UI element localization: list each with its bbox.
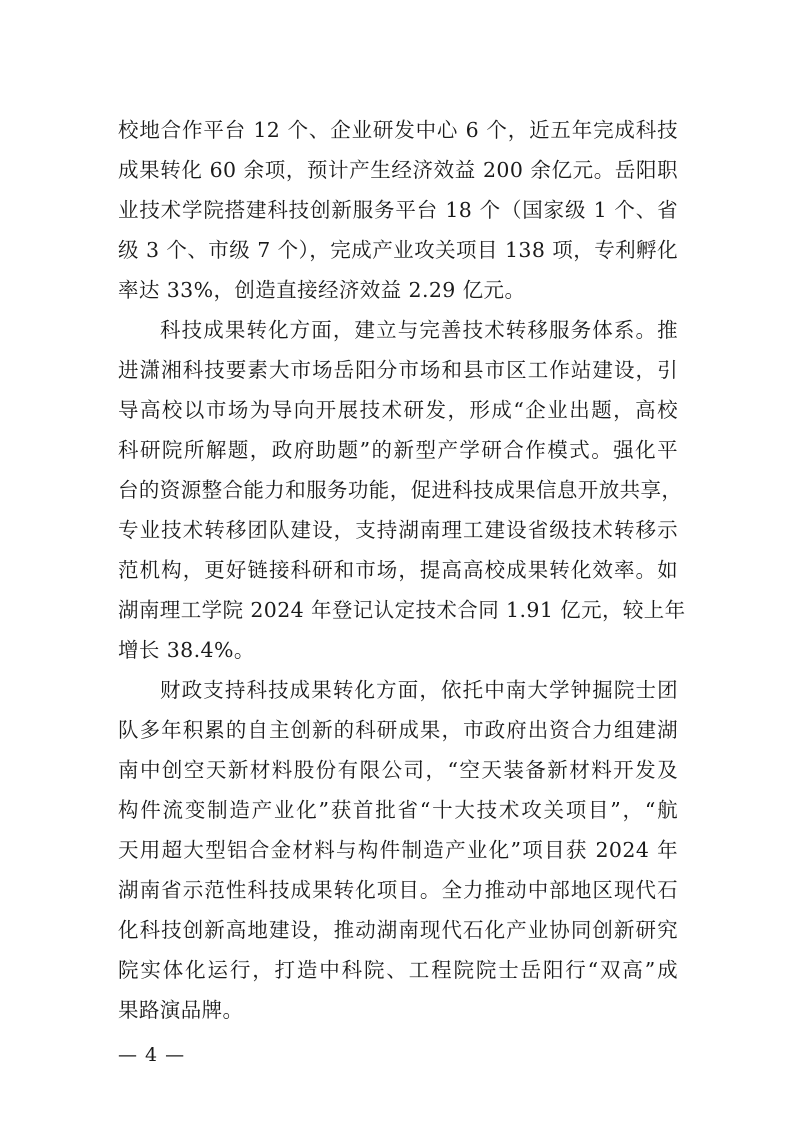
page-number: — 4 — [118,1044,186,1066]
text-line: 南中创空天新材料股份有限公司，“空天装备新材料开发及 [118,758,678,782]
text-line: 湖南理工学院 2024 年登记认定技术合同 1.91 亿元，较上年 [118,598,686,622]
text-line: 专业技术转移团队建设，支持湖南理工建设省级技术转移示 [118,518,678,542]
paragraph-first-line: 财政支持科技成果转化方面，依托中南大学钟掘院士团 [160,678,678,702]
text-line: 级 3 个、市级 7 个），完成产业攻关项目 138 项，专利孵化 [118,238,678,262]
text-line: 范机构，更好链接科研和市场，提高高校成果转化效率。如 [118,558,678,582]
paragraph-first-line: 科技成果转化方面，建立与完善技术转移服务体系。推 [160,318,678,342]
text-line: 队多年积累的自主创新的科研成果，市政府出资合力组建湖 [118,718,678,742]
text-line: 构件流变制造产业化”获首批省“十大技术攻关项目”，“航 [118,798,678,822]
text-line: 化科技创新高地建设，推动湖南现代石化产业协同创新研究 [118,918,678,942]
text-line: 业技术学院搭建科技创新服务平台 18 个（国家级 1 个、省 [118,198,678,222]
text-line: 进潇湘科技要素大市场岳阳分市场和县市区工作站建设，引 [118,358,678,382]
text-line: 天用超大型铝合金材料与构件制造产业化”项目获 2024 年 [118,838,678,862]
text-line: 增长 38.4%。 [118,638,255,662]
text-line: 果路演品牌。 [118,998,244,1022]
text-line: 院实体化运行，打造中科院、工程院院士岳阳行“双高”成 [118,958,678,982]
text-line: 湖南省示范性科技成果转化项目。全力推动中部地区现代石 [118,878,678,902]
text-line: 成果转化 60 余项，预计产生经济效益 200 余亿元。岳阳职 [118,158,678,182]
text-line: 率达 33%，创造直接经济效益 2.29 亿元。 [118,278,526,302]
text-line: 导高校以市场为导向开展技术研发，形成“企业出题，高校 [118,398,678,422]
text-line: 科研院所解题，政府助题”的新型产学研合作模式。强化平 [118,438,678,462]
text-line: 校地合作平台 12 个、企业研发中心 6 个，近五年完成科技 [118,118,678,142]
text-line: 台的资源整合能力和服务功能，促进科技成果信息开放共享， [118,478,683,502]
